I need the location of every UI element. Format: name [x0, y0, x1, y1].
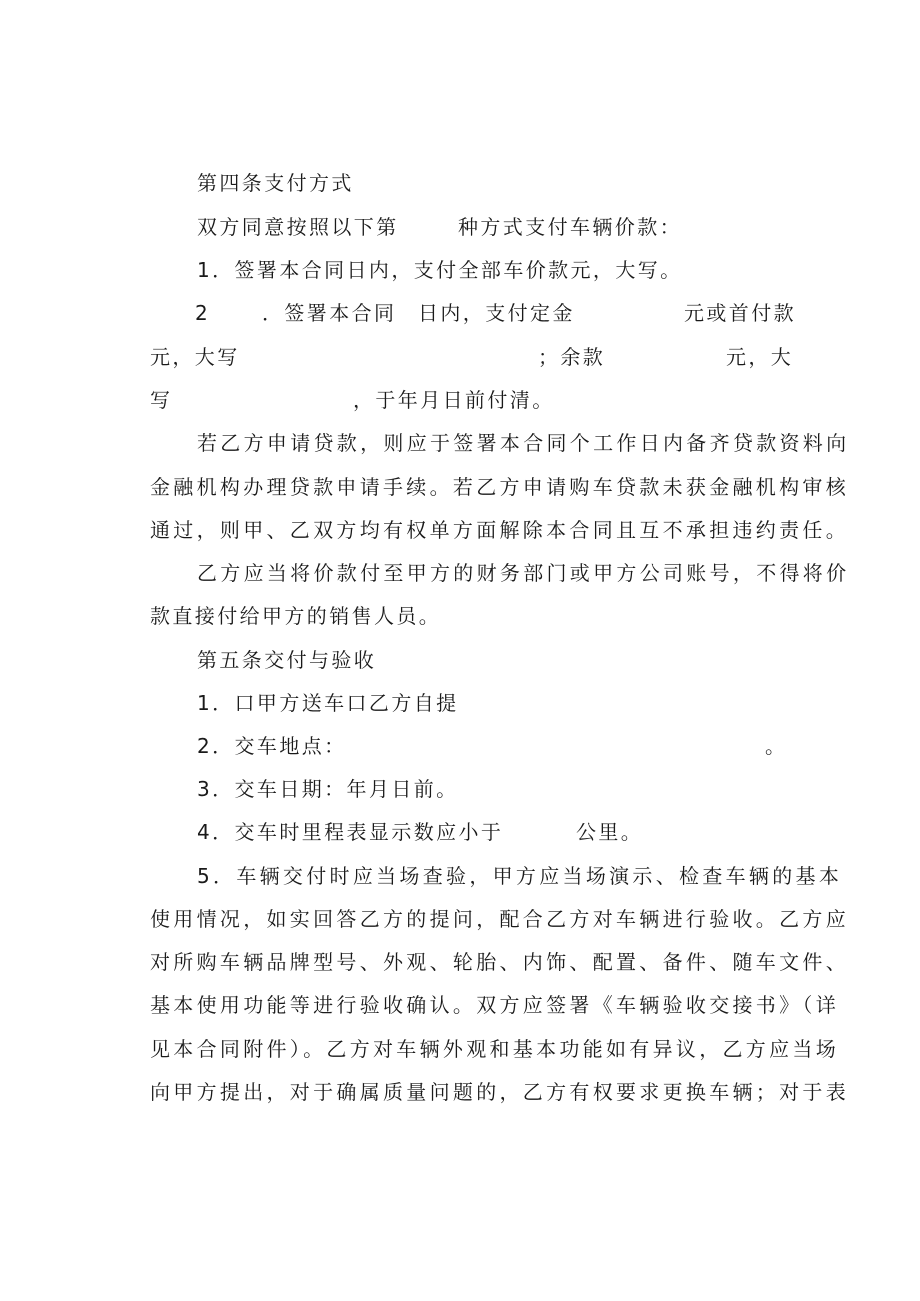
loan-clause-line: 金融机构办理贷款申请手续。若乙方申请购车贷款未获金融机构审核 [150, 475, 849, 499]
payment-option-2-number: 2 [195, 301, 211, 325]
article4-intro-part1: 双方同意按照以下第 [197, 215, 399, 239]
payment-option-2-line3-part1: 写 [150, 388, 173, 412]
payment-option-2-part3: 元或首付款 [684, 301, 796, 325]
payment-option-2-line2-part2: ；余款 [538, 345, 606, 369]
inspection-clause-line: 使用情况，如实回答乙方的提问，配合乙方对车辆进行验收。乙方应 [150, 907, 849, 931]
payment-option-2-line3-part2: ，于年月日前付清。 [353, 388, 555, 412]
article5-heading: 第五条交付与验收 [197, 648, 377, 672]
payment-option-2-line2-part1: 元，大写 [150, 345, 240, 369]
payment-option-2-part1: ．签署本合同 [262, 301, 397, 325]
payment-option-2-line2-part3: 元，大 [726, 345, 794, 369]
loan-clause-line: 通过，则甲、乙双方均有权单方面解除本合同且互不承担违约责任。 [150, 518, 849, 542]
inspection-clause-line: 向甲方提出，对于确属质量问题的，乙方有权要求更换车辆；对于表 [150, 1080, 849, 1104]
loan-clause-line: 若乙方申请贷款，则应于签署本合同个工作日内备齐贷款资料向 [197, 431, 850, 455]
article4-intro-part2: 种方式支付车辆价款： [458, 215, 682, 239]
delivery-item-2-label: 2．交车地点： [197, 734, 347, 758]
article4-heading: 第四条支付方式 [197, 171, 354, 195]
payment-option-1: 1．签署本合同日内，支付全部车价款元，大写。 [197, 258, 683, 282]
payment-option-2-part2: 日内，支付定金 [418, 301, 575, 325]
inspection-clause-line: 基本使用功能等进行验收确认。双方应签署《车辆验收交接书》（详 [150, 993, 839, 1017]
payment-account-line: 款直接付给甲方的销售人员。 [150, 604, 442, 628]
inspection-clause-line: 对所购车辆品牌型号、外观、轮胎、内饰、配置、备件、随车文件、 [150, 950, 849, 974]
delivery-item-3: 3．交车日期：年月日前。 [197, 777, 459, 801]
inspection-clause-line: 5．车辆交付时应当场查验，甲方应当场演示、检查车辆的基本 [197, 864, 843, 888]
inspection-clause-line: 见本合同附件）。乙方对车辆外观和基本功能如有异议，乙方应当场 [150, 1037, 839, 1061]
delivery-item-4-part1: 4．交车时里程表显示数应小于 [197, 820, 504, 844]
delivery-item-4-part2: 公里。 [576, 820, 644, 844]
payment-account-line: 乙方应当将价款付至甲方的财务部门或甲方公司账号，不得将价 [197, 561, 850, 585]
delivery-item-1: 1．口甲方送车口乙方自提 [197, 691, 459, 715]
delivery-item-2-end: 。 [765, 734, 788, 758]
